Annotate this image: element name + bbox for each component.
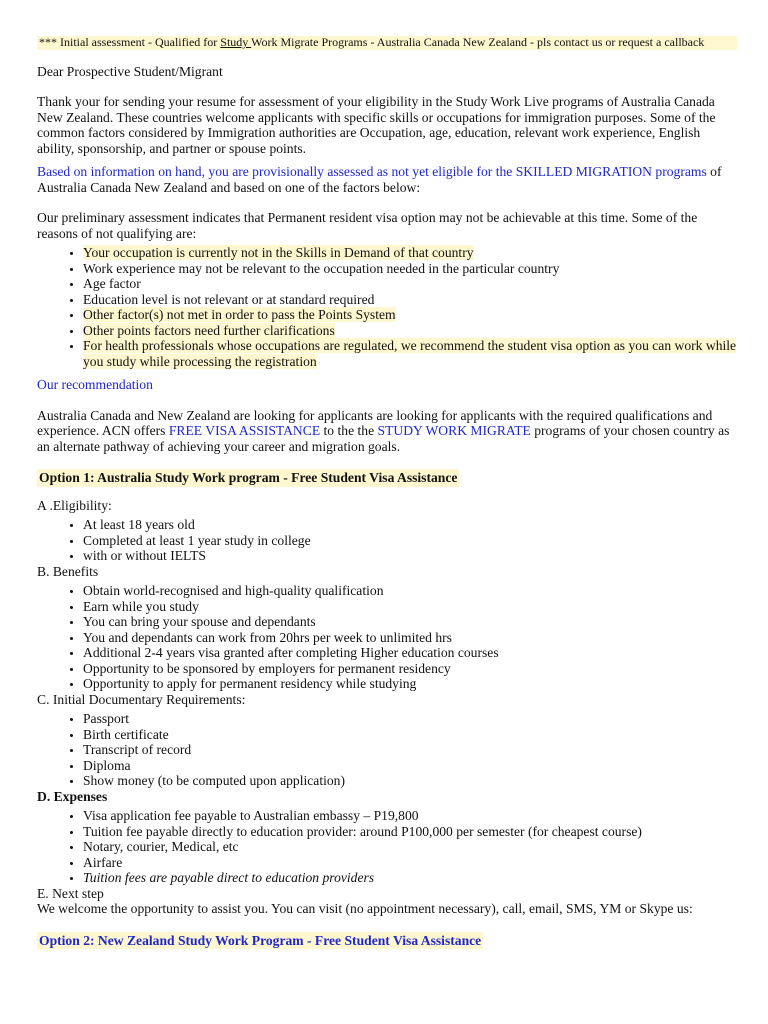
document-item: • Show money (to be computed upon application) — [83, 773, 737, 789]
benefit-item: • You can bring your spouse and dependants — [83, 614, 737, 630]
recommendation-paragraph: Australia Canada and New Zealand are looking for applicants are looking for applicants with the required qualifications and experience. ACN offers FREE VISA ASSISTANCE to the the STUDY WORK MIGRATE programs of your chosen country as an alternate pathway of achieving your career and migration goals. — [37, 407, 730, 454]
next-step-text: We welcome the opportunity to assist you. You can visit (no appointment necessary), call, email, SMS, YM or Skype us: — [37, 901, 693, 916]
option1-title-row — [37, 469, 737, 487]
free-visa-assistance-text: FREE VISA ASSISTANCE — [168, 423, 321, 438]
option2-title-row — [37, 932, 737, 950]
expense-item: • Tuition fee payable directly to education provider: around P100,000 per semester (for cheapest course) — [83, 824, 737, 840]
document-item: • Passport — [83, 711, 737, 727]
eligibility-item: • Completed at least 1 year study in college — [83, 533, 737, 549]
banner-prefix: *** Initial assessment - Qualified for — [39, 35, 221, 49]
assessment-paragraph — [37, 164, 737, 195]
reason-item: • Other factor(s) not met in order to pass the Points System — [83, 307, 737, 323]
letter-body — [37, 36, 737, 949]
next-step-heading: E. Next step — [37, 885, 104, 901]
document-item: • Diploma — [83, 758, 737, 774]
document-item: • Birth certificate — [83, 727, 737, 743]
reason-item: • Other points factors need further clarifications — [83, 323, 737, 339]
eligibility-item: • At least 18 years old — [83, 517, 737, 533]
banner-suffix: Work Migrate Programs - Australia Canada New Zealand - pls contact us or request a callback — [251, 35, 705, 49]
benefit-item: • Earn while you study — [83, 599, 737, 615]
assessment-black-text: of Australia Canada New Zealand and based on one of the factors below: — [37, 164, 722, 195]
reasons-list — [37, 245, 737, 369]
banner-underlined: Study — [220, 35, 252, 49]
benefit-item: • Obtain world-recognised and high-quality qualification — [83, 583, 737, 599]
reason-item: • Age factor — [83, 276, 737, 292]
expenses-list — [37, 808, 737, 886]
reason-item: • Your occupation is currently not in the Skills in Demand of that country — [83, 245, 737, 261]
preliminary-paragraph: Our preliminary assessment indicates that Permanent resident visa option may not be achievable at this time. Some of the reasons of not qualifying are: — [37, 210, 698, 241]
benefit-item: • Opportunity to apply for permanent residency while studying — [83, 676, 737, 692]
reason-item: • For health professionals whose occupations are regulated, we recommend the student visa option as you can work while you study while processing the registration — [83, 338, 737, 369]
expense-item: • Notary, courier, Medical, etc — [83, 839, 737, 855]
study-work-migrate-text: STUDY WORK MIGRATE — [377, 423, 531, 438]
eligibility-heading: A .Eligibility: — [37, 497, 112, 513]
benefit-item: • You and dependants can work from 20hrs per week to unlimited hrs — [83, 630, 737, 646]
expense-item: • Airfare — [83, 855, 737, 871]
documents-list — [37, 711, 737, 789]
assessment-banner — [37, 36, 737, 50]
expense-note: • Tuition fees are payable direct to education providers — [83, 870, 737, 886]
salutation: Dear Prospective Student/Migrant — [37, 63, 223, 79]
eligibility-item: • with or without IELTS — [83, 548, 737, 564]
benefits-list — [37, 583, 737, 692]
benefits-heading: B. Benefits — [37, 563, 99, 579]
recommendation-heading: Our recommendation — [37, 377, 153, 392]
documents-heading: C. Initial Documentary Requirements: — [37, 691, 246, 707]
document-item: • Transcript of record — [83, 742, 737, 758]
benefit-item: • Opportunity to be sponsored by employers for permanent residency — [83, 661, 737, 677]
assessment-blue-text: Based on information on hand, you are provisionally assessed as not yet eligible for the SKILLED MIGRATION programs — [37, 164, 707, 179]
option2-title: Option 2: New Zealand Study Work Program - Free Student Visa Assistance — [39, 932, 482, 948]
reason-item: • Education level is not relevant or at standard required — [83, 292, 737, 308]
benefit-item: • Additional 2-4 years visa granted after completing Higher education courses — [83, 645, 737, 661]
expenses-heading: D. Expenses — [37, 788, 108, 804]
eligibility-list — [37, 517, 737, 564]
intro-paragraph: Thank your for sending your resume for assessment of your eligibility in the Study Work Live programs of Australia Canada New Zealand. These countries welcome applicants with specific skills or occupations for immigration purposes. Some of the common factors considered by Immigration authorities are Occupation, age, education, relevant work experience, English ability, sponsorship, and partner or spouse points. — [37, 94, 716, 156]
option1-title: Option 1: Australia Study Work program - Free Student Visa Assistance — [39, 470, 458, 485]
expense-item: • Visa application fee payable to Australian embassy – P19,800 — [83, 808, 737, 824]
reason-item: • Work experience may not be relevant to the occupation needed in the particular country — [83, 261, 737, 277]
